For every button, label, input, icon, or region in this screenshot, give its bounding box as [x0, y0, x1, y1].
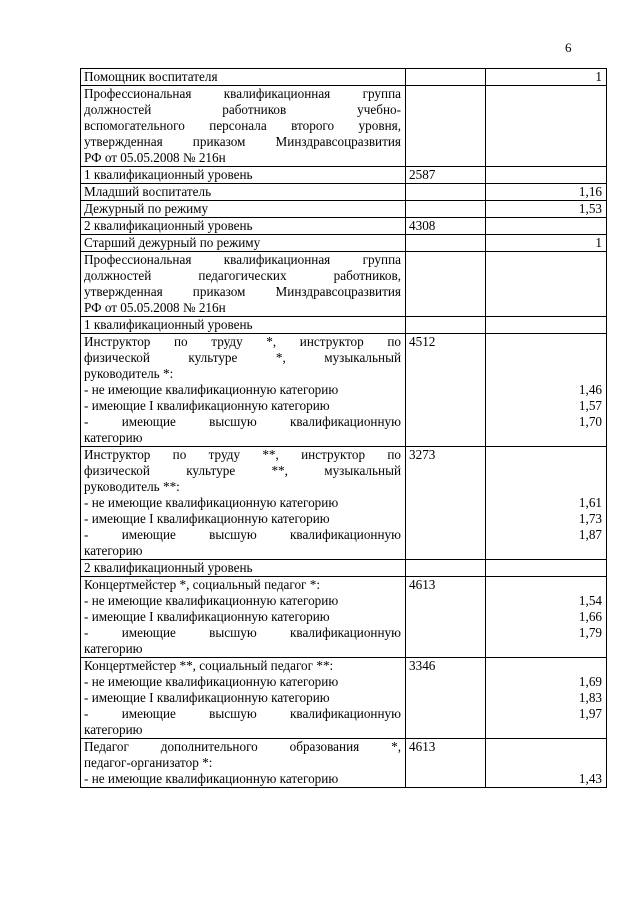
category-line: - имеющие высшую квалификационную — [84, 527, 401, 542]
category-line: - имеющие высшую квалификационную — [84, 625, 401, 640]
coefficient: 1,61 — [578, 495, 602, 510]
coefficient-list — [486, 447, 607, 560]
category-line: категорию — [84, 430, 143, 445]
position-name-line: руководитель **: — [84, 479, 180, 494]
coefficient — [486, 252, 607, 317]
table-row — [81, 560, 607, 577]
coefficient: 1,43 — [578, 771, 602, 786]
position-label: 2 квалификационный уровень — [81, 560, 406, 577]
table-row — [81, 577, 607, 658]
coefficient-list — [486, 577, 607, 658]
coefficient: 1,54 — [578, 593, 602, 608]
table-row — [81, 334, 607, 447]
coefficient: 1,69 — [578, 674, 602, 689]
table-row — [81, 447, 607, 560]
category-line: - имеющие высшую квалификационную — [84, 414, 401, 429]
base-salary: 4613 — [406, 577, 486, 658]
coefficient-list — [486, 334, 607, 447]
coefficient: 1 — [486, 69, 607, 86]
position-name-line: Концертмейстер *, социальный педагог *: — [84, 577, 321, 592]
coefficient: 1 — [486, 235, 607, 252]
text-line: утвержденная приказом Минздравсоцразвития — [84, 134, 401, 149]
coefficient-list — [486, 658, 607, 739]
base-salary — [406, 317, 486, 334]
base-salary — [406, 560, 486, 577]
position-name-line: педагог-организатор *: — [84, 755, 213, 770]
base-salary — [406, 235, 486, 252]
coefficient-list — [486, 739, 607, 788]
table-row — [81, 235, 607, 252]
category-line: - не имеющие квалификационную категорию — [84, 495, 339, 510]
position-name-line: Концертмейстер **, социальный педагог **: — [84, 658, 334, 673]
coefficient: 1,83 — [578, 690, 602, 705]
table-row — [81, 739, 607, 788]
category-line: категорию — [84, 722, 143, 737]
text-line: утвержденная приказом Минздравсоцразвития — [84, 284, 401, 299]
coefficient: 1,66 — [578, 609, 602, 624]
text-line: Профессиональная квалификационная группа — [84, 86, 401, 101]
position-label: Младший воспитатель — [81, 184, 406, 201]
position-label: 2 квалификационный уровень — [81, 218, 406, 235]
coefficient — [486, 86, 607, 167]
position-name-line: руководитель *: — [84, 366, 174, 381]
position-block — [81, 447, 406, 560]
category-line: - имеющие I квалификационную категорию — [84, 511, 330, 526]
text-line: вспомогательного персонала второго уровня, — [84, 118, 401, 133]
table-row — [81, 201, 607, 218]
table-row — [81, 86, 607, 167]
coefficient — [486, 317, 607, 334]
text-line: должностей работников учебно- — [84, 102, 401, 117]
category-line: - не имеющие квалификационную категорию — [84, 382, 339, 397]
coefficient: 1,97 — [578, 706, 602, 721]
category-line: категорию — [84, 641, 143, 656]
salary-table — [80, 68, 607, 788]
page-number: 6 — [565, 40, 572, 55]
position-name-line: Инструктор по труду *, инструктор по — [84, 334, 401, 349]
base-salary — [406, 69, 486, 86]
coefficient: 1,73 — [578, 511, 602, 526]
table-row — [81, 69, 607, 86]
position-block — [81, 334, 406, 447]
table-row — [81, 252, 607, 317]
position-label: Дежурный по режиму — [81, 201, 406, 218]
text-line: должностей педагогических работников, — [84, 268, 401, 283]
qualification-group-title — [81, 252, 406, 317]
base-salary: 4512 — [406, 334, 486, 447]
base-salary: 3346 — [406, 658, 486, 739]
text-line: Профессиональная квалификационная группа — [84, 252, 401, 267]
text-line: РФ от 05.05.2008 № 216н — [84, 150, 226, 165]
coefficient: 1,79 — [578, 625, 602, 640]
table-row — [81, 218, 607, 235]
base-salary — [406, 86, 486, 167]
table-row — [81, 184, 607, 201]
coefficient — [486, 560, 607, 577]
qualification-group-title — [81, 86, 406, 167]
position-name-line: Педагог дополнительного образования *, — [84, 739, 401, 754]
coefficient — [486, 218, 607, 235]
table-row — [81, 317, 607, 334]
table-row — [81, 167, 607, 184]
coefficient — [486, 167, 607, 184]
position-block — [81, 577, 406, 658]
position-label: Помощник воспитателя — [81, 69, 406, 86]
position-label: Старший дежурный по режиму — [81, 235, 406, 252]
coefficient: 1,57 — [578, 398, 602, 413]
category-line: - не имеющие квалификационную категорию — [84, 771, 339, 786]
base-salary: 4308 — [406, 218, 486, 235]
position-name-line: физической культуре **, музыкальный — [84, 463, 401, 478]
category-line: категорию — [84, 543, 143, 558]
base-salary — [406, 201, 486, 218]
position-label: 1 квалификационный уровень — [81, 167, 406, 184]
coefficient: 1,16 — [486, 184, 607, 201]
base-salary: 2587 — [406, 167, 486, 184]
category-line: - имеющие высшую квалификационную — [84, 706, 401, 721]
position-name-line: Инструктор по труду **, инструктор по — [84, 447, 401, 462]
base-salary: 3273 — [406, 447, 486, 560]
coefficient: 1,87 — [578, 527, 602, 542]
text-line: РФ от 05.05.2008 № 216н — [84, 300, 226, 315]
table-row — [81, 658, 607, 739]
position-block — [81, 658, 406, 739]
position-block — [81, 739, 406, 788]
base-salary — [406, 252, 486, 317]
category-line: - не имеющие квалификационную категорию — [84, 674, 339, 689]
base-salary — [406, 184, 486, 201]
coefficient: 1,70 — [578, 414, 602, 429]
position-label: 1 квалификационный уровень — [81, 317, 406, 334]
category-line: - имеющие I квалификационную категорию — [84, 398, 330, 413]
coefficient: 1,46 — [578, 382, 602, 397]
coefficient: 1,53 — [486, 201, 607, 218]
position-name-line: физической культуре *, музыкальный — [84, 350, 401, 365]
category-line: - не имеющие квалификационную категорию — [84, 593, 339, 608]
category-line: - имеющие I квалификационную категорию — [84, 609, 330, 624]
base-salary: 4613 — [406, 739, 486, 788]
category-line: - имеющие I квалификационную категорию — [84, 690, 330, 705]
